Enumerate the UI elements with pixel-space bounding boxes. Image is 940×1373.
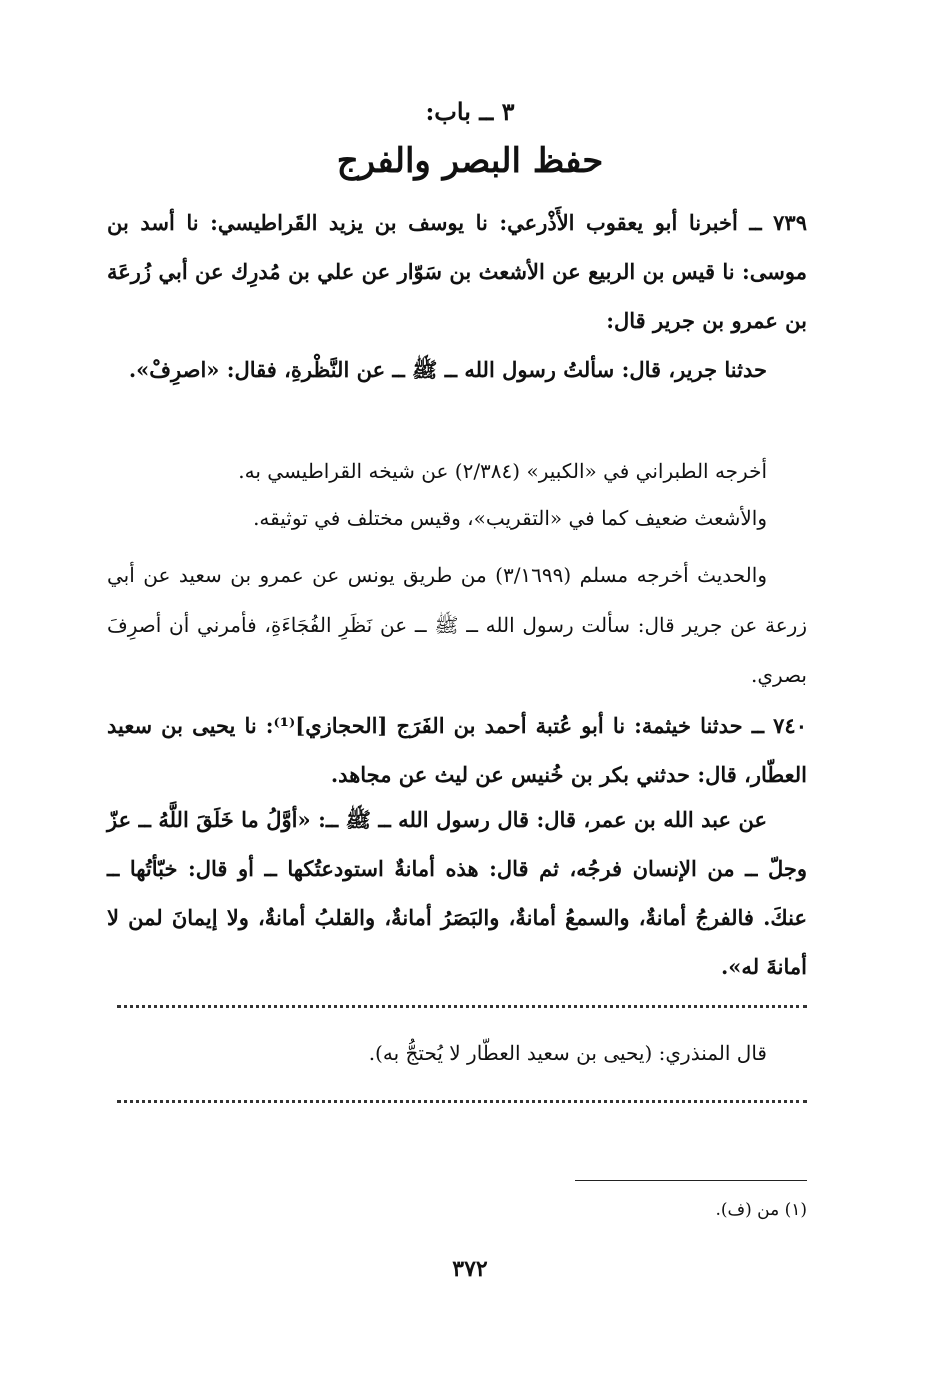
hadith-740-matn: عن عبد الله بن عمر، قال: قال رسول الله ــ ﷺ ــ: «أوَّلُ ما خَلَقَ اللَّهُ ــ عزّ وجلّ ــ من الإنسان فرجُه، ثم قال: هذه أمانةٌ استودعتُكها ــ أو قال: خبّأتُها ــ عنكَ. فالفرجُ أمانةٌ، والسمعُ أمانةٌ، والبَصَرُ أمانةٌ، والقلبُ أمانةٌ، ولا إيمانَ لمن لا أمانةَ له». bbox=[107, 807, 807, 979]
commentary-740-mundhiri: قال المنذري: (يحيى بن سعيد العطّار لا يُحتجُّ به). bbox=[368, 1041, 767, 1065]
hadith-739-isnad: ٧٣٩ ــ أخبرنا أبو يعقوب الأَذْرعي: نا يوسف بن يزيد القَراطيسي: نا أسد بن موسى: نا قيس بن الربيع عن الأشعث بن سَوّار عن علي بن مُدرِك عن أبي زُرعَة بن عمرو بن جرير قال: bbox=[107, 210, 807, 333]
chapter-heading: ٣ ــ باب: bbox=[425, 97, 515, 126]
dotted-separator-bottom bbox=[117, 1100, 807, 1103]
commentary-739-note-1: أخرجه الطبراني في «الكبير» (٢/٣٨٤) عن شيخه القراطيسي به. bbox=[238, 459, 767, 483]
commentary-739-note-2: والأشعث ضعيف كما في «التقريب»، وقيس مختلف في توثيقه. bbox=[253, 506, 767, 530]
chapter-title: حفظ البصر والفرج bbox=[336, 141, 604, 181]
hadith-740-isnad: ٧٤٠ ــ حدثنا خيثمة: نا أبو عُتبة أحمد بن الفَرَج [الحجازي]⁽¹⁾: نا يحيى بن سعيد العطّار، قال: حدثني بكر بن خُنيس عن ليث عن مجاهد. bbox=[107, 713, 807, 787]
commentary-739-note-3: والحديث أخرجه مسلم (٣/١٦٩٩) من طريق يونس عن عمرو بن سعيد عن أبي زرعة عن جرير قال: سألت رسول الله ــ ﷺ ــ عن نَظَرِ الفُجَاءَةِ، فأمرني أن أصرِفَ بصري. bbox=[107, 563, 807, 687]
footnote-rule bbox=[575, 1180, 807, 1181]
hadith-739-matn: حدثنا جرير، قال: سألتُ رسول الله ــ ﷺ ــ عن النَّظْرةِ، فقال: «اصرِفْ». bbox=[128, 357, 767, 382]
page-number: ٣٧٢ bbox=[452, 1256, 488, 1282]
footnote: (١) من (ف). bbox=[715, 1200, 807, 1220]
dotted-separator-top bbox=[117, 1005, 807, 1008]
